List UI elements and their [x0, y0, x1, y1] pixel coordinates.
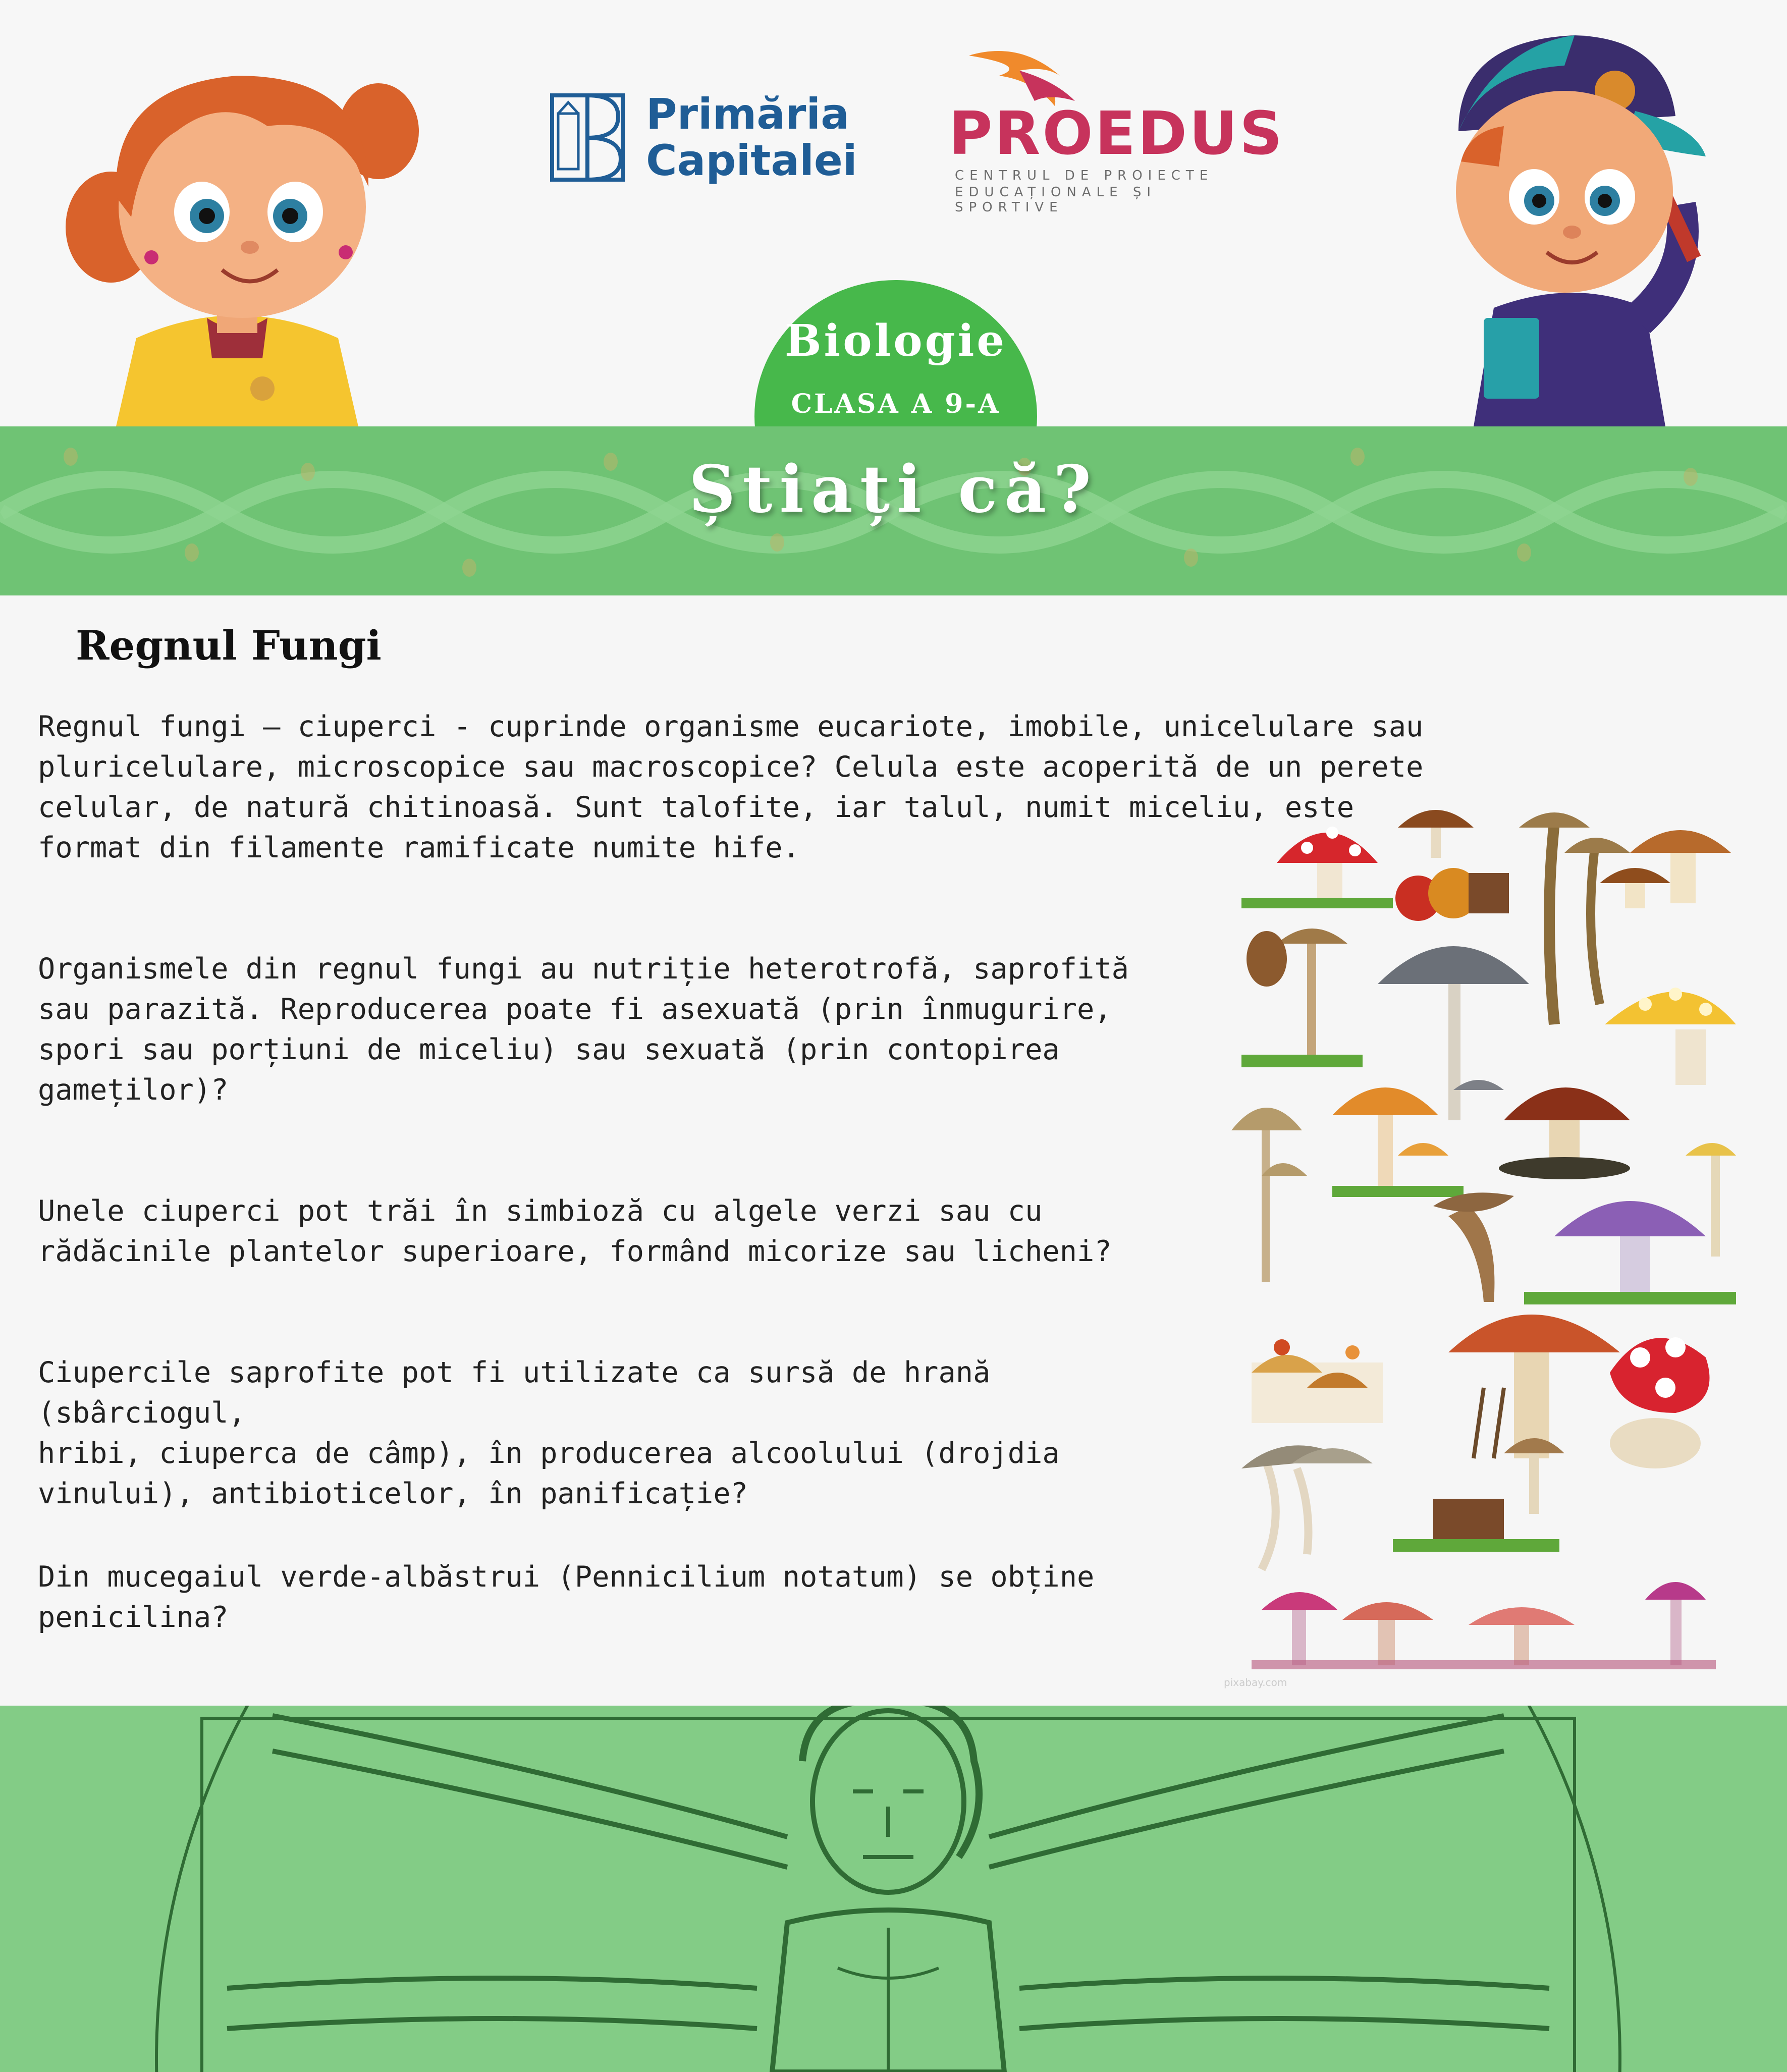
beige-slim-mushrooms — [1231, 1108, 1307, 1282]
squirrel-mushrooms — [1241, 929, 1363, 1067]
collage-watermark: pixabay.com — [1224, 1676, 1287, 1688]
section-heading: Regnul Fungi — [76, 622, 382, 669]
building-icon — [550, 93, 625, 182]
grey-cluster-mushrooms — [1241, 1445, 1373, 1569]
purple-mushroom — [1524, 1201, 1736, 1304]
porcini-mushroom — [1499, 1087, 1630, 1179]
subject-class: CLASA A 9-A — [791, 389, 1001, 419]
proedus-brand: PROEDUS — [949, 98, 1285, 168]
tall-thin-mushrooms — [1519, 812, 1630, 1024]
proedus-logo — [949, 45, 1285, 215]
basket-mushroom-apples — [1395, 810, 1509, 921]
red-spotted-mushroom — [1241, 827, 1393, 908]
vitruvian-footer — [0, 1706, 1787, 2072]
yellow-spotted-mushroom — [1605, 988, 1736, 1085]
pink-mushrooms-row — [1252, 1582, 1716, 1669]
proedus-tagline-2: EDUCAȚIONALE ȘI SPORTIVE — [955, 185, 1156, 215]
primaria-line1: Primăria — [646, 89, 849, 139]
banner-title: Știați că? — [688, 452, 1099, 527]
paragraph-4: Ciupercile saprofite pot fi utilizate ca sursă de hrană (sbârciogul, hribi, ciuperca de câmp), în producerea alcoolului (drojdia vinului), antibioticelor, în panificație? — [38, 1356, 1060, 1510]
small-yellow-mushroom — [1686, 1143, 1736, 1257]
boy-mascot-illustration — [1413, 25, 1716, 426]
paragraph-1: Regnul fungi – ciuperci - cuprinde organisme eucariote, imobile, unicelulare sau pluricelulare, microscopice sau macroscopice? Celula este acoperită de un perete celular, de natură chitinoasă. Sunt talofite, iar talul, numit miceliu, este format din filamente ramificate numite hife. — [38, 710, 1424, 864]
treehouse-mushroom — [1448, 1315, 1620, 1458]
brown-bolete-mushroom — [1600, 830, 1731, 908]
primaria-line2: Capitalei — [646, 136, 857, 185]
red-white-spotted-mushroom — [1610, 1337, 1710, 1468]
orange-toadstool-group — [1332, 1087, 1464, 1197]
vitruvian-man-illustration — [0, 1706, 1787, 2072]
proedus-tagline-1: CENTRUL DE PROIECTE — [955, 168, 1214, 183]
paragraph-5: Din mucegaiul verde-albăstrui (Pennicilium notatum) se obține penicilina? — [38, 1560, 1095, 1634]
girl-mascot-illustration — [56, 56, 419, 426]
subject-title: Biologie — [784, 315, 1007, 366]
autumn-leaves-mushrooms — [1252, 1339, 1383, 1423]
paragraph-3: Unele ciuperci pot trăi în simbioză cu algele verzi sau cu rădăcinile plantelor superioare, formând micorize sau licheni? — [38, 1194, 1112, 1268]
mushroom-collage-illustration — [1231, 792, 1736, 1670]
chest-mushrooms-scene — [1393, 1438, 1564, 1552]
chanterelle-mushroom — [1433, 1192, 1514, 1302]
paragraph-2: Organismele din regnul fungi au nutriție heterotrofă, saprofită sau parazită. Reproducerea poate fi asexuată (prin înmugurire, spori sau porțiuni de miceliu) sau sexuată (prin contopirea gameților)? — [38, 952, 1129, 1107]
primaria-capitalei-logo — [550, 89, 857, 187]
